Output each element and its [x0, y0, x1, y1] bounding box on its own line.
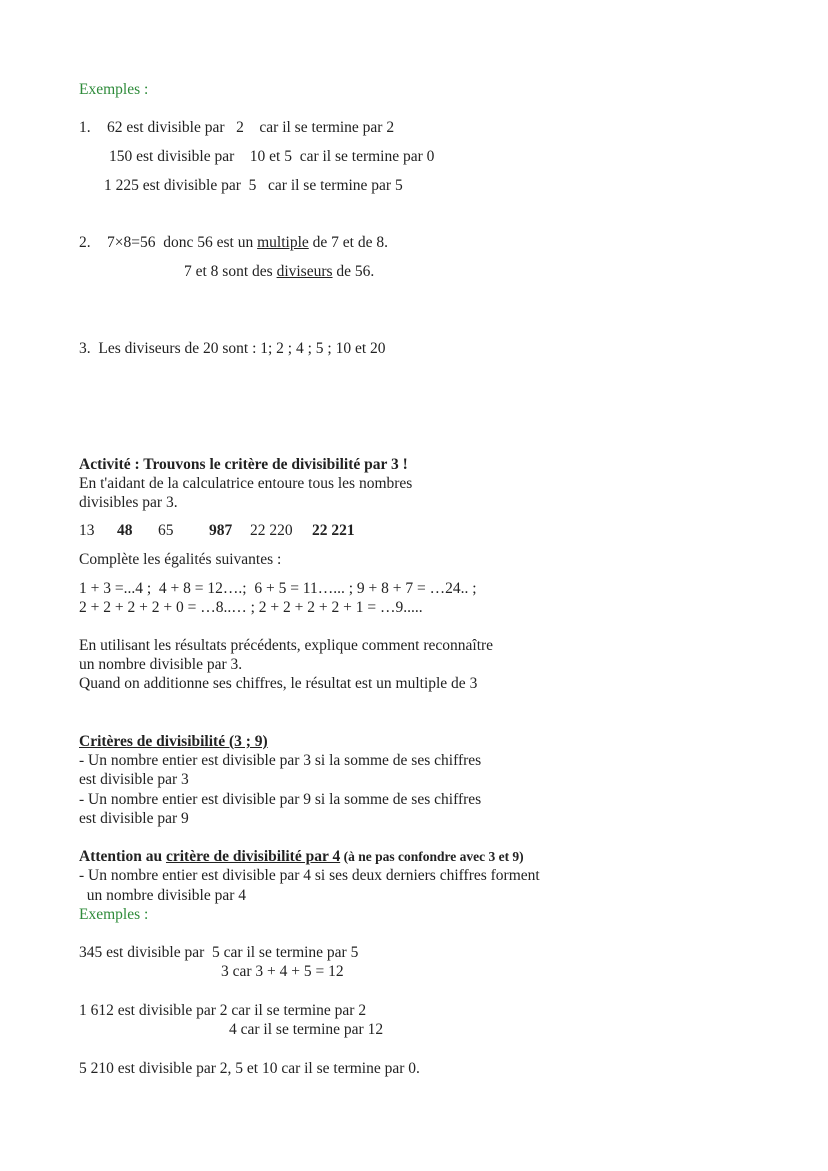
- explain-line-2: un nombre divisible par 3.: [79, 656, 243, 673]
- product-expression: 7×8=56: [107, 234, 156, 251]
- text-segment: de 56.: [332, 263, 375, 280]
- criterion-4-term: critère de divisibilité par 4: [165, 848, 341, 865]
- criteria-line-2: est divisible par 3: [79, 771, 189, 788]
- text-segment: donc 56 est un: [155, 234, 258, 251]
- answer-line: Quand on additionne ses chiffres, le résultat est un multiple de 3: [79, 675, 478, 692]
- text-segment: 7 et 8 sont des: [184, 263, 277, 280]
- example-2-number: 2.: [79, 234, 91, 251]
- criteria-line-4: est divisible par 9: [79, 810, 189, 827]
- activity-intro-2: divisibles par 3.: [79, 494, 178, 511]
- criteria-line-3: - Un nombre entier est divisible par 9 si la somme de ses chiffres: [79, 791, 482, 808]
- example-1-line-1: 62 est divisible par 2 car il se termine par 2: [107, 119, 395, 136]
- number-65: 65: [158, 522, 174, 539]
- examples-heading: Exemples :: [79, 81, 149, 98]
- activity-title: Activité : Trouvons le critère de divisibilité par 3 !: [79, 456, 408, 473]
- equation-line-2: 2 + 2 + 2 + 2 + 0 = …8..… ; 2 + 2 + 2 + 2 + 1 = …9.....: [79, 599, 423, 616]
- number-48: 48: [117, 522, 133, 539]
- example-1612-line-1: 1 612 est divisible par 2 car il se termine par 2: [79, 1002, 367, 1019]
- attention-note: (à ne pas confondre avec 3 et 9): [340, 849, 524, 864]
- criteria-line-1: - Un nombre entier est divisible par 3 si la somme de ses chiffres: [79, 752, 482, 769]
- complete-instruction: Complète les égalités suivantes :: [79, 551, 282, 568]
- number-13: 13: [79, 522, 95, 539]
- multiple-term: multiple: [257, 234, 309, 251]
- text-segment: de 7 et de 8.: [308, 234, 388, 251]
- example-1-line-2: 150 est divisible par 10 et 5 car il se termine par 0: [109, 148, 435, 165]
- number-22220: 22 220: [250, 522, 293, 539]
- example-2-line-1: [107, 233, 388, 253]
- example-345-line-1: 345 est divisible par 5 car il se termine par 5: [79, 944, 359, 961]
- example-5210: 5 210 est divisible par 2, 5 et 10 car il se termine par 0.: [79, 1060, 420, 1077]
- example-1-line-3: 1 225 est divisible par 5 car il se termine par 5: [104, 177, 403, 194]
- text-segment: Attention au: [79, 848, 166, 865]
- activity-intro-1: En t'aidant de la calculatrice entoure tous les nombres: [79, 475, 413, 492]
- equation-line-1: 1 + 3 =...4 ; 4 + 8 = 12….; 6 + 5 = 11…... ; 9 + 8 + 7 = …24.. ;: [79, 580, 477, 597]
- number-987: 987: [209, 522, 233, 539]
- example-2-line-2: [184, 262, 374, 282]
- diviseurs-term: diviseurs: [276, 263, 333, 280]
- example-3: 3. Les diviseurs de 20 sont : 1; 2 ; 4 ; 5 ; 10 et 20: [79, 340, 386, 357]
- number-22221: 22 221: [312, 522, 355, 539]
- examples-heading-2: Exemples :: [79, 906, 149, 923]
- attention-heading: [79, 847, 524, 867]
- attention-line-1: - Un nombre entier est divisible par 4 si ses deux derniers chiffres forment: [79, 867, 540, 884]
- example-345-line-2: 3 car 3 + 4 + 5 = 12: [221, 963, 344, 980]
- explain-line-1: En utilisant les résultats précédents, explique comment reconnaître: [79, 637, 494, 654]
- example-1612-line-2: 4 car il se termine par 12: [229, 1021, 384, 1038]
- attention-line-2: un nombre divisible par 4: [79, 887, 247, 904]
- example-1-number: 1.: [79, 119, 91, 136]
- criteria-title: Critères de divisibilité (3 ; 9): [79, 733, 268, 750]
